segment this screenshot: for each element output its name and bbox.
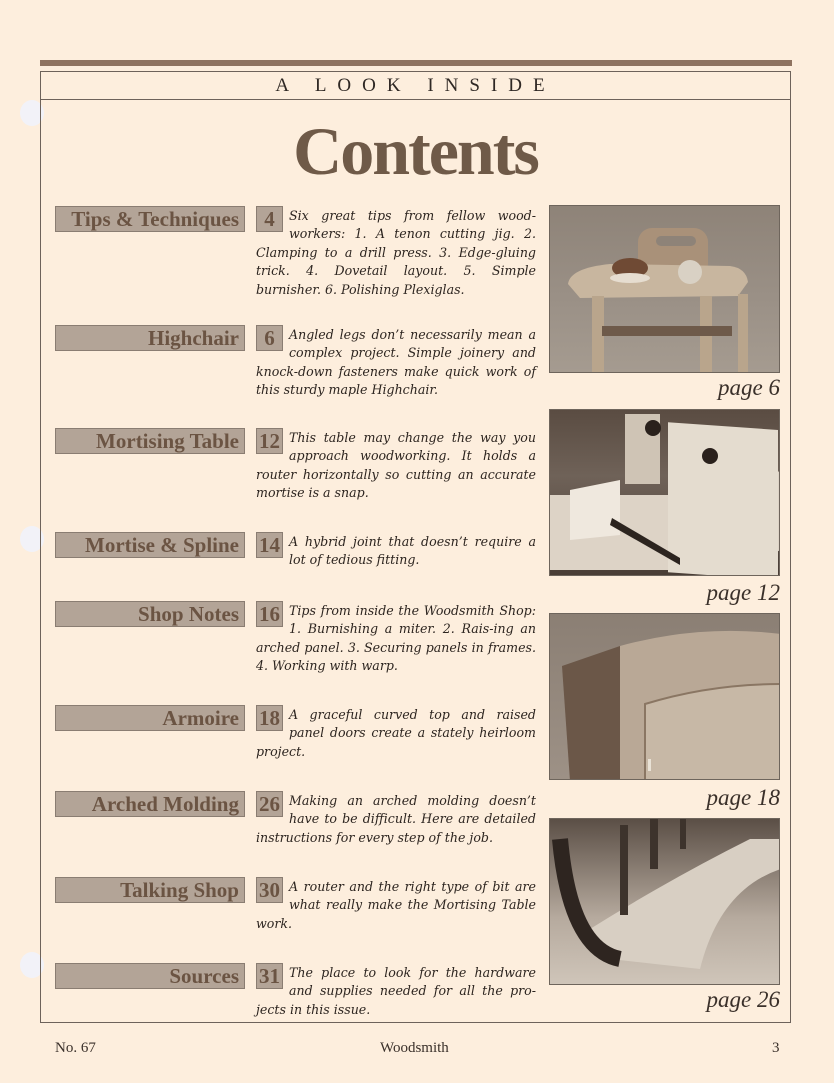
entry-description: A graceful curved top and raised panel doors create a stately heirloom project. bbox=[256, 707, 536, 759]
issue-number: No. 67 bbox=[55, 1040, 96, 1056]
arched-molding-photo bbox=[549, 818, 780, 985]
entry-label: Sources bbox=[55, 963, 245, 989]
entry-description: This table may change the way you approach woodworking. It holds a router horizontally so cutting an accurate mortise is a snap. bbox=[256, 430, 536, 501]
photo-caption: page 6 bbox=[718, 375, 780, 400]
entry-label: Arched Molding bbox=[55, 791, 245, 817]
page-title: Contents bbox=[293, 113, 538, 189]
top-rule bbox=[40, 60, 792, 66]
entry-page-number: 31 bbox=[256, 963, 283, 989]
entry-page-number: 12 bbox=[256, 428, 283, 454]
entry-label: Mortising Table bbox=[55, 428, 245, 454]
section-kicker: A LOOK INSIDE bbox=[275, 75, 556, 96]
entry-page-number: 18 bbox=[256, 705, 283, 731]
entry-page-number: 14 bbox=[256, 532, 283, 558]
entry-label: Tips & Techniques bbox=[55, 206, 245, 232]
armoire-photo bbox=[549, 613, 780, 780]
entry-page-number: 26 bbox=[256, 791, 283, 817]
entry-label: Highchair bbox=[55, 325, 245, 351]
header-band bbox=[41, 72, 790, 100]
magazine-name: Woodsmith bbox=[380, 1040, 449, 1056]
photo-caption: page 12 bbox=[706, 580, 780, 605]
highchair-photo bbox=[549, 205, 780, 373]
entry-label: Talking Shop bbox=[55, 877, 245, 903]
entry-page-number: 4 bbox=[256, 206, 283, 232]
entry-label: Armoire bbox=[55, 705, 245, 731]
entry-label: Shop Notes bbox=[55, 601, 245, 627]
entry-label: Mortise & Spline bbox=[55, 532, 245, 558]
entry-description: The place to look for the hardware and supplies needed for all the pro-jects in this issue. bbox=[256, 965, 536, 1017]
page-number: 3 bbox=[772, 1040, 780, 1056]
entry-page-number: 6 bbox=[256, 325, 283, 351]
entry-description: A hybrid joint that doesn’t require a lot of tedious fitting. bbox=[289, 534, 536, 568]
entry-page-number: 16 bbox=[256, 601, 283, 627]
entry-description: Tips from inside the Woodsmith Shop: 1. Burnishing a miter. 2. Rais-ing an arched panel. 3. Securing panels in frames. 4. Working with warp. bbox=[256, 603, 536, 674]
entry-description: Making an arched molding doesn’t have to be difficult. Here are detailed instructions for every step of the job. bbox=[256, 793, 536, 845]
photo-caption: page 26 bbox=[706, 987, 780, 1012]
entry-description: Six great tips from fellow wood-workers: 1. A tenon cutting jig. 2. Clamping to a drill press. 3. Edge-gluing trick. 4. Dovetail layout. 5. Simple burnisher. 6. Polishing Plexiglas. bbox=[256, 208, 536, 297]
entry-description: A router and the right type of bit are what really make the Mortising Table work. bbox=[256, 879, 536, 931]
entry-description: Angled legs don’t necessarily mean a complex project. Simple joinery and knock-down fasteners make quick work of this sturdy maple Highchair. bbox=[256, 327, 536, 398]
mortising-table-photo bbox=[549, 409, 780, 576]
photo-caption: page 18 bbox=[706, 785, 780, 810]
entry-page-number: 30 bbox=[256, 877, 283, 903]
